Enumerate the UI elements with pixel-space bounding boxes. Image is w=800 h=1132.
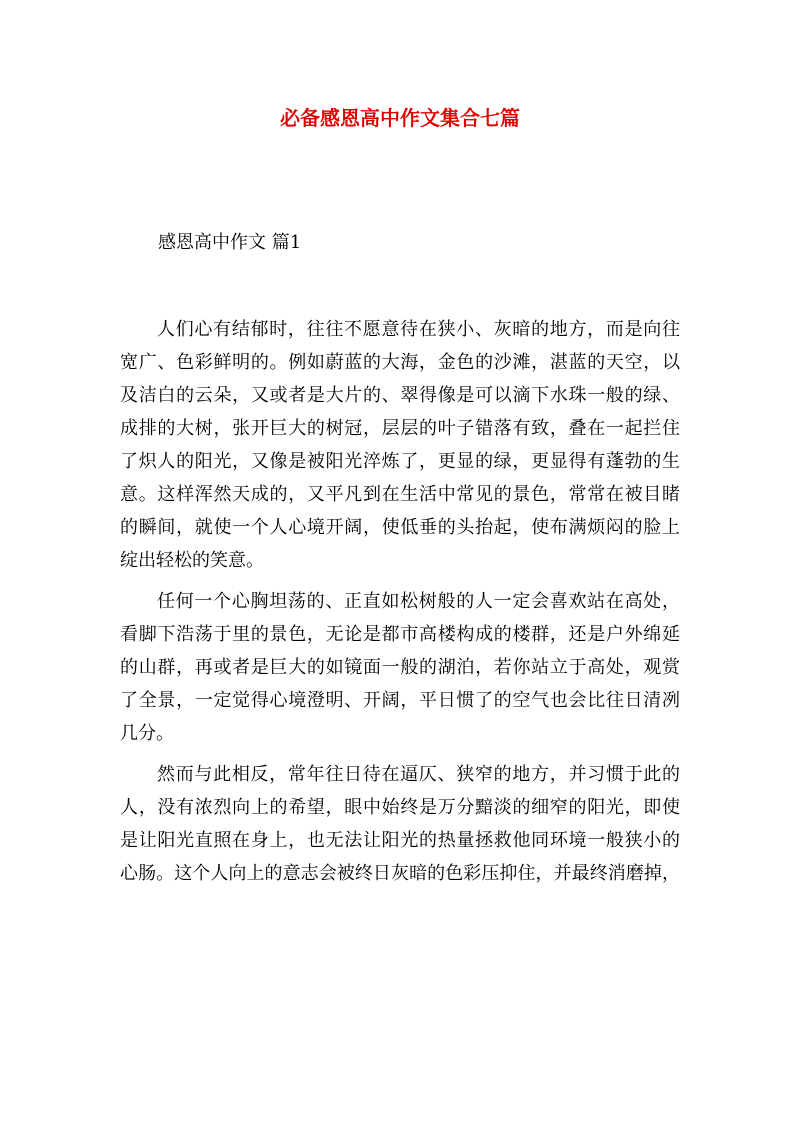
text-line: 几分。: [120, 723, 174, 744]
text-line: 绽出轻松的笑意。: [120, 550, 264, 571]
text-line: 的山群，再或者是巨大的如镜面一般的湖泊，若你站立于高处，观赏: [120, 657, 680, 678]
text-line: 宽广、色彩鲜明的。例如蔚蓝的大海，金色的沙滩，湛蓝的天空，以: [120, 352, 680, 373]
text-line: 然而与此相反，常年往日待在逼仄、狭窄的地方，并习惯于此的: [157, 764, 680, 785]
paragraph-1: [120, 313, 680, 577]
text-line: 人们心有结郁时，往往不愿意待在狭小、灰暗的地方，而是向往: [157, 319, 680, 340]
text-line: 任何一个心胸坦荡的、正直如松树般的人一定会喜欢站在高处，: [157, 591, 680, 612]
text-line: 了全景，一定觉得心境澄明、开阔，平日惯了的空气也会比往日清冽: [120, 690, 680, 711]
text-line: 看脚下浩荡于里的景色，无论是都市高楼构成的楼群，还是户外绵延: [120, 624, 680, 645]
text-line: 及洁白的云朵，又或者是大片的、翠得像是可以滴下水珠一般的绿、: [120, 385, 680, 406]
text-line: 成排的大树，张开巨大的树冠，层层的叶子错落有致，叠在一起拦住: [120, 418, 680, 439]
document-body: [120, 313, 680, 898]
text-line: 的瞬间，就使一个人心境开阔，使低垂的头抬起，使布满烦闷的脸上: [120, 517, 680, 538]
text-line: 心肠。这个人向上的意志会被终日灰暗的色彩压抑住，并最终消磨掉，: [120, 863, 680, 884]
text-line: 是让阳光直照在身上，也无法让阳光的热量拯救他同环境一般狭小的: [120, 830, 680, 851]
text-line: 意。这样浑然天成的，又平凡到在生活中常见的景色，常常在被目睹: [120, 484, 680, 505]
document-title: 必备感恩高中作文集合七篇: [280, 106, 520, 130]
text-line: 了炽人的阳光，又像是被阳光淬炼了，更显的绿，更显得有蓬勃的生: [120, 451, 680, 472]
section-heading: 感恩高中作文 篇1: [158, 232, 302, 253]
text-line: 人，没有浓烈向上的希望，眼中始终是万分黯淡的细窄的阳光，即使: [120, 797, 680, 818]
paragraph-2: [120, 585, 680, 750]
paragraph-3: [120, 758, 680, 890]
